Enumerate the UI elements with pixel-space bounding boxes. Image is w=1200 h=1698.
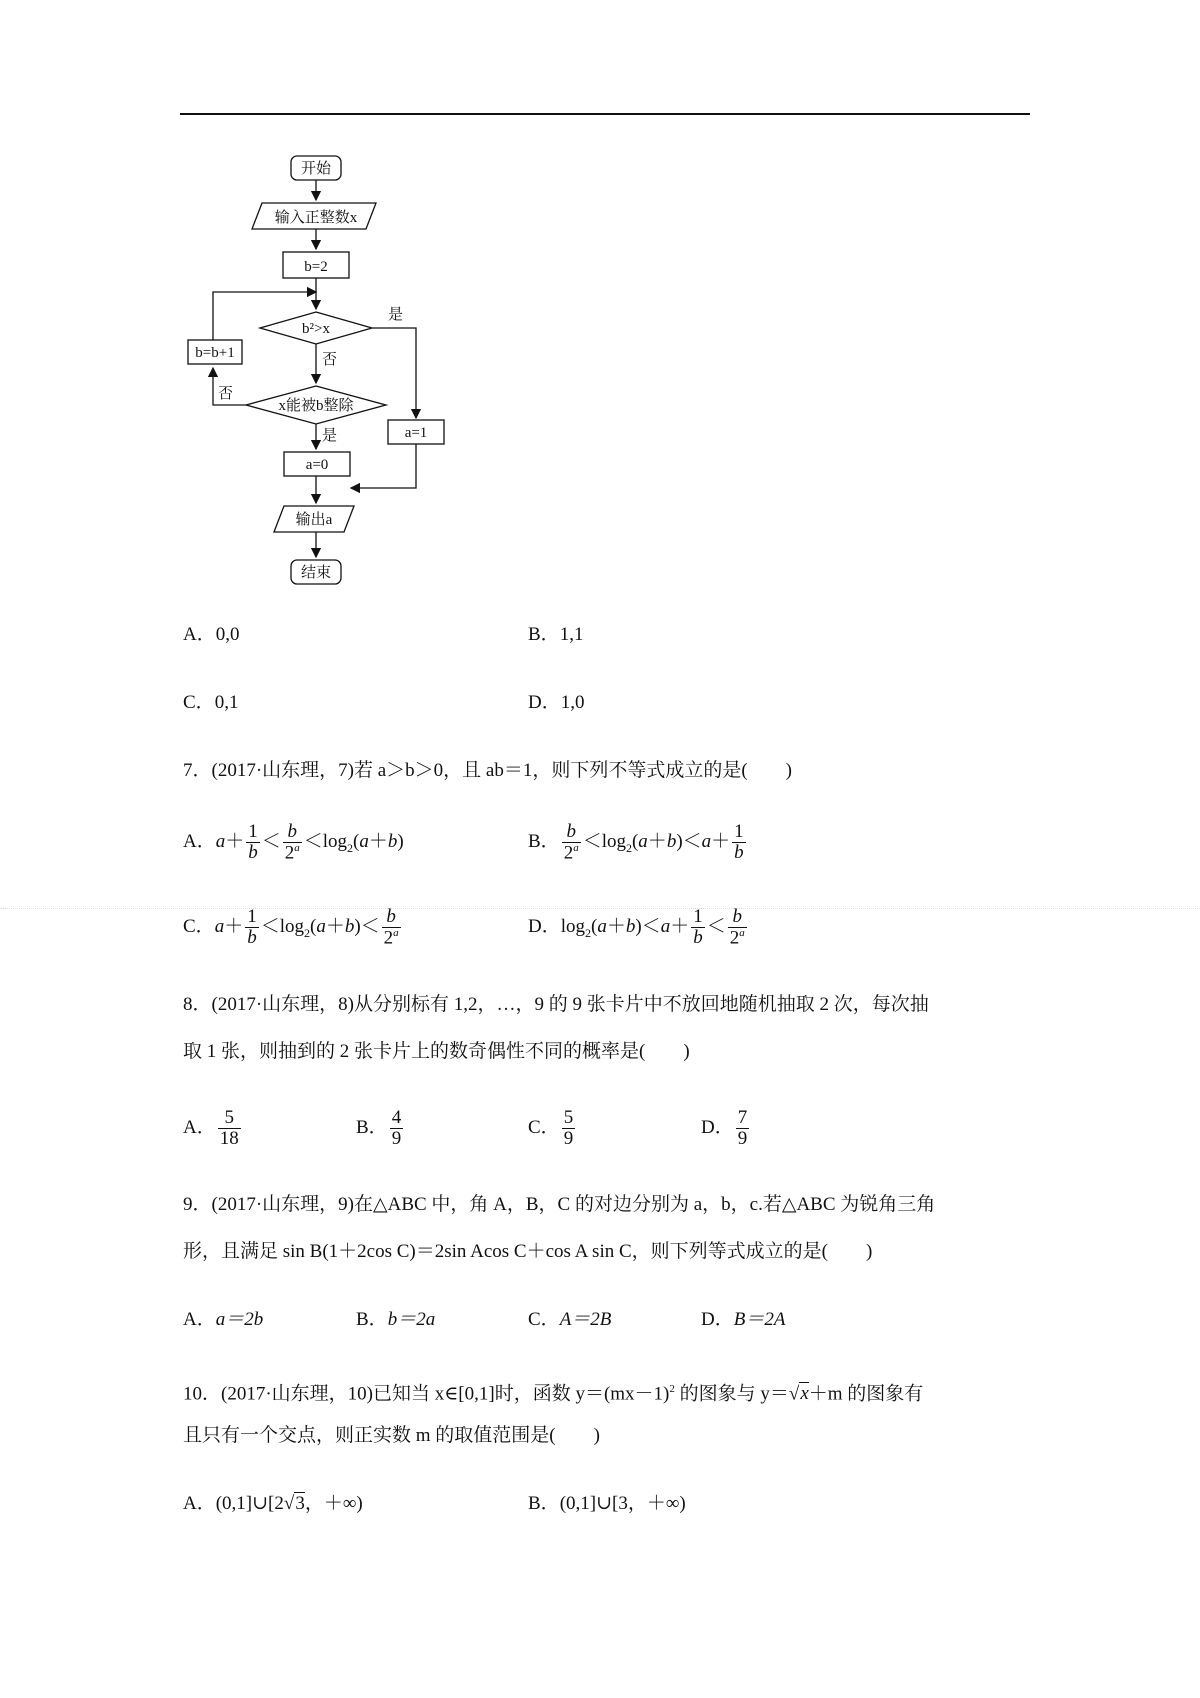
flowchart [0, 0, 460, 600]
q6-option-b: B．1,1 [528, 624, 584, 645]
flow-no2: 否 [218, 386, 234, 402]
q6-option-a: A．0,0 [183, 624, 240, 645]
q10-option-a: A．(0,1]∪[2√3，＋∞) [183, 1493, 363, 1514]
q7-stem: 7．(2017·山东理，7)若 a＞b＞0，且 ab＝1，则下列不等式成立的是( ) [183, 760, 793, 781]
flow-cond2-text: x能被b整除 [278, 398, 354, 414]
q7-option-d: D．$\log_2(a+b)<a+$ $\frac{1}{b}$ ＜ $\frac{b}{2^a}$ [528, 906, 745, 949]
q10-stem-line2: 且只有一个交点，则正实数 m 的取值范围是( ) [183, 1425, 600, 1446]
flow-start-text: 开始 [300, 161, 332, 177]
flow-input-text: 输入正整数x [274, 210, 358, 226]
flow-a1-text: a=1 [404, 425, 428, 441]
q8-option-c: C． $\frac{5}{9}$ [528, 1107, 574, 1149]
q8-option-d: D． $\frac{7}{9}$ [701, 1107, 748, 1149]
q7-option-a: A．a＋ $\frac{1}{b}$ ＜ $\frac{b}{2^a}$ $<\log_2(a+b)$ [183, 821, 404, 864]
flow-cond1-text: b²>x [302, 321, 330, 337]
q9-stem-line1: 9．(2017·山东理，9)在△ABC 中，角 A，B，C 的对边分别为 a，b，c.若△ABC 为锐角三角 [183, 1194, 936, 1215]
flow-output-text: 输出a [295, 512, 333, 528]
q8-option-a: A． $\frac{5}{18}$ [183, 1107, 239, 1149]
flow-a0-text: a=0 [305, 457, 329, 473]
q10-option-b: B．(0,1]∪[3，＋∞) [528, 1493, 686, 1514]
flow-yes1: 是 [388, 307, 404, 323]
flow-increment-text: b=b+1 [195, 345, 235, 361]
q9-option-d: D．B＝2A [701, 1309, 786, 1330]
q7-option-b: B． $\frac{b}{2^a}$ $<\log_2(a+b)<a+$ $\frac{1}{b}$ [528, 821, 744, 864]
q7-option-c: C．a＋ $\frac{1}{b}$ $<\log_2(a+b)<$ $\frac{b}{2^a}$ [183, 906, 399, 949]
q6-option-c: C．0,1 [183, 692, 239, 713]
q9-option-c: C．A＝2B [528, 1309, 612, 1330]
q9-stem-line2: 形，且满足 sin B(1＋2cos C)＝2sin Acos C＋cos A sin C，则下列等式成立的是( ) [183, 1241, 873, 1262]
flow-no1: 否 [322, 352, 338, 368]
q9-option-a: A．a＝2b [183, 1309, 264, 1330]
flow-init-text: b=2 [304, 259, 328, 275]
q10-stem-line1: 10．(2017·山东理，10)已知当 x∈[0,1]时，函数 $y=(mx-1)^2$ 的图象与 y＝√x＋m 的图象有 [183, 1383, 924, 1405]
q8-stem-line1: 8．(2017·山东理，8)从分别标有 1,2，…，9 的 9 张卡片中不放回地随机抽取 2 次，每次抽 [183, 994, 929, 1015]
q8-stem-line2: 取 1 张，则抽到的 2 张卡片上的数奇偶性不同的概率是( ) [183, 1041, 690, 1062]
q9-option-b: B．b＝2a [356, 1309, 436, 1330]
flow-yes2: 是 [322, 428, 338, 444]
flow-end-text: 结束 [300, 565, 332, 581]
q8-option-b: B． $\frac{4}{9}$ [356, 1107, 402, 1149]
q6-option-d: D．1,0 [528, 692, 585, 713]
